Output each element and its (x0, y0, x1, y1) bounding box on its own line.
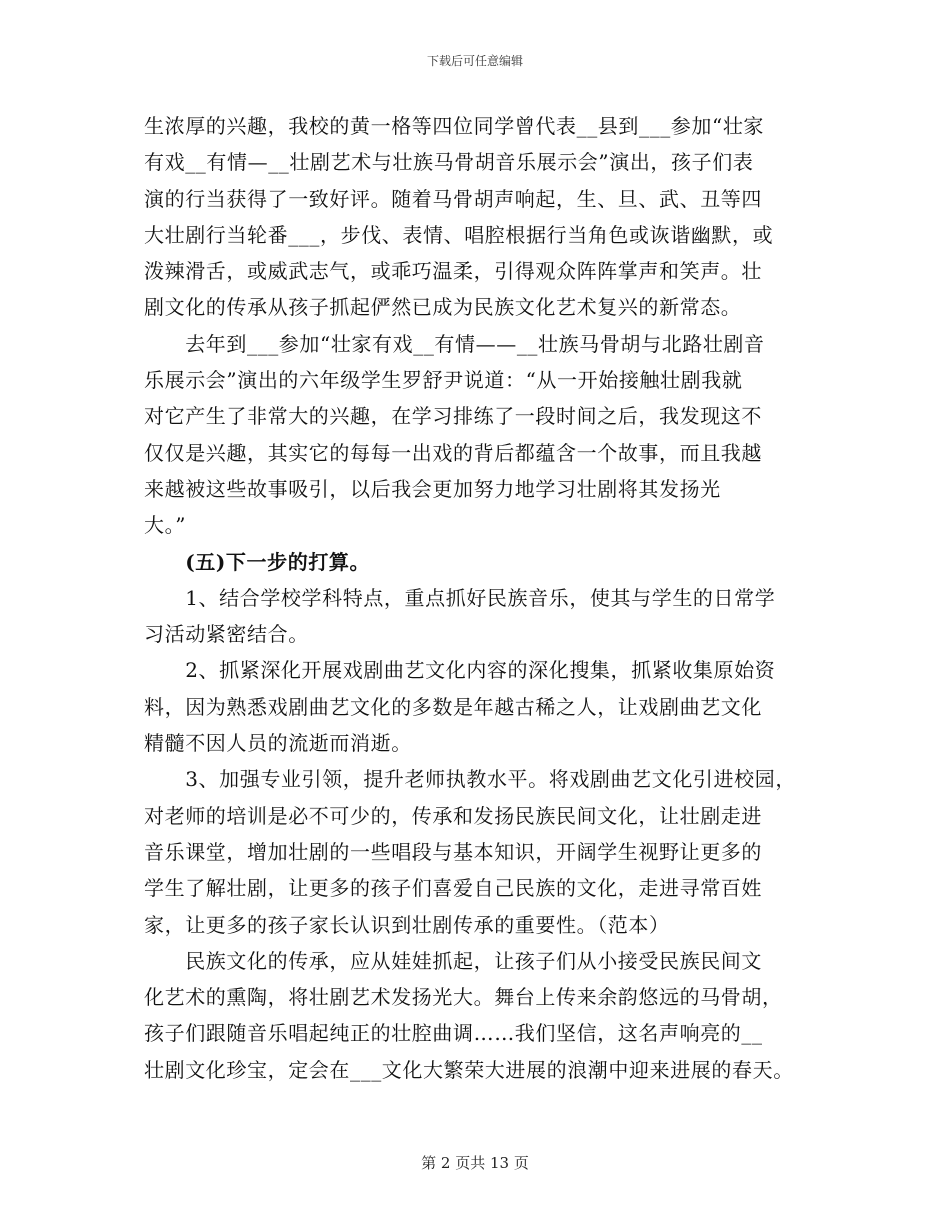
page-footer: 第 2 页共 13 页 (421, 1154, 529, 1172)
text-line: 泼辣滑舌，或威武志气，或乖巧温柔，引得观众阵阵掌声和笑声。壮 (144, 259, 762, 284)
text-line: 剧文化的传承从孩子抓起俨然已成为民族文化艺术复兴的新常态。 (144, 295, 742, 320)
text-line: 对它产生了非常大的兴趣，在学习排练了一段时间之后，我发现这不 (144, 404, 762, 429)
text-line: 习活动紧密结合。 (144, 622, 309, 647)
text-line: 精髓不因人员的流逝而消逝。 (144, 731, 412, 756)
text-line: 对老师的培训是必不可少的，传承和发扬民族民间文化，让壮剧走进 (144, 803, 762, 828)
text-line: 家，让更多的孩子家长认识到壮剧传承的重要性。（范本） (144, 912, 670, 937)
text-line: 化艺术的熏陶，将壮剧艺术发扬光大。舞台上传来余韵悠远的马骨胡， (144, 985, 783, 1010)
text-line: 2、抓紧深化开展戏剧曲艺文化内容的深化搜集，抓紧收集原始资 (144, 658, 776, 683)
text-line: 仅仅是兴趣，其实它的每每一出戏的背后都蕴含一个故事，而且我越 (144, 440, 762, 465)
text-line: 生浓厚的兴趣，我校的黄一格等四位同学曾代表__县到___参加“壮家 (144, 114, 765, 138)
text-line: 去年到___参加“壮家有戏__有情——__壮族马骨胡与北路壮剧音 (144, 331, 765, 356)
text-line: 民族文化的传承，应从娃娃抓起，让孩子们从小接受民族民间文 (144, 948, 762, 973)
page-header: 下载后可任意编辑 (426, 54, 523, 68)
text-line: 大。” (144, 513, 187, 538)
text-line: 大壮剧行当轮番___，步伐、表情、唱腔根据行当角色或诙谐幽默，或 (144, 222, 774, 247)
text-line: 3、加强专业引领，提升老师执教水平。将戏剧曲艺文化引进校园， (144, 767, 796, 792)
text-line: 孩子们跟随音乐唱起纯正的壮腔曲调……我们坚信，这名声响亮的__ (144, 1021, 763, 1046)
text-line: 乐展示会”演出的六年级学生罗舒尹说道：“从一开始接触壮剧我就 (144, 368, 743, 393)
text-line: 演的行当获得了一致好评。随着马骨胡声响起，生、旦、武、丑等四 (144, 186, 762, 211)
document-body (144, 108, 834, 1088)
text-line: 来越被这些故事吸引，以后我会更加努力地学习壮剧将其发扬光 (144, 476, 721, 501)
text-line: 有戏__有情—__壮剧艺术与壮族马骨胡音乐展示会”演出，孩子们表 (144, 150, 754, 175)
section-heading: (五)下一步的打算。 (144, 549, 371, 574)
text-line: 1、结合学校学科特点，重点抓好民族音乐，使其与学生的日常学 (144, 585, 776, 610)
text-line: 料，因为熟悉戏剧曲艺文化的多数是年越古稀之人，让戏剧曲艺文化 (144, 694, 762, 719)
text-line: 音乐课堂，增加壮剧的一些唱段与基本知识，开阔学生视野让更多的 (144, 839, 762, 864)
text-line: 壮剧文化珍宝，定会在___文化大繁荣大进展的浪潮中迎来进展的春天。 (144, 1057, 794, 1082)
text-line: 学生了解壮剧，让更多的孩子们喜爱自己民族的文化，走进寻常百姓 (144, 876, 762, 901)
